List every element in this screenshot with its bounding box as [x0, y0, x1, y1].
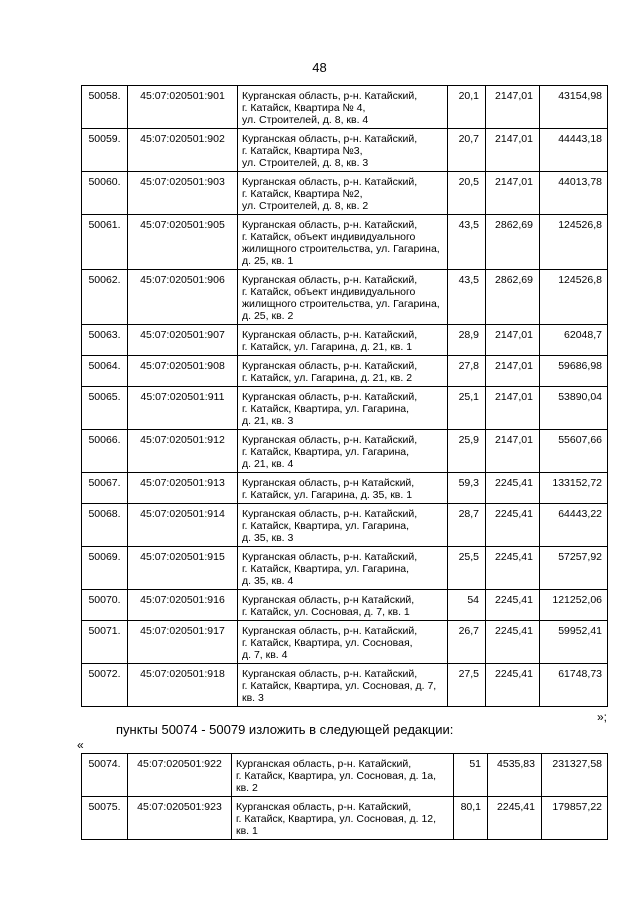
address-cell: [238, 129, 448, 172]
rate-cell: 2147,01: [486, 356, 540, 387]
address-line: г. Катайск, ул. Сосновая, д. 7, кв. 1: [242, 606, 410, 618]
cadastral-number-cell: 45:07:020501:902: [128, 129, 238, 172]
row-number-cell: 50059.: [82, 129, 128, 172]
table-row: [82, 754, 608, 797]
cadastral-number-cell: 45:07:020501:911: [128, 387, 238, 430]
cadastral-value-cell: 121252,06: [540, 590, 608, 621]
cadastral-value-cell: 44443,18: [540, 129, 608, 172]
address-line: Курганская область, р-н. Катайский,: [242, 219, 418, 231]
rate-cell: 2147,01: [486, 129, 540, 172]
table-row: [82, 664, 608, 707]
row-number-cell: 50072.: [82, 664, 128, 707]
area-cell: 54: [448, 590, 486, 621]
cadastral-number-cell: 45:07:020501:901: [128, 86, 238, 129]
rate-cell: 4535,83: [488, 754, 542, 797]
cadastral-value-cell: 59686,98: [540, 356, 608, 387]
rate-cell: 2147,01: [486, 172, 540, 215]
address-line: г. Катайск, Квартира №2,: [242, 188, 363, 200]
address-line: Курганская область, р-н. Катайский,: [242, 391, 418, 403]
cadastral-value-cell: 124526,8: [540, 270, 608, 325]
row-number-cell: 50067.: [82, 473, 128, 504]
table-row: [82, 172, 608, 215]
address-line: Курганская область, р-н. Катайский,: [242, 274, 418, 286]
cadastral-value-cell: 44013,78: [540, 172, 608, 215]
address-line: г. Катайск, Квартира, ул. Сосновая,: [242, 637, 413, 649]
cadastral-value-cell: 231327,58: [542, 754, 608, 797]
address-line: г. Катайск, Квартира, ул. Гагарина,: [242, 446, 410, 458]
cadastral-value-cell: 64443,22: [540, 504, 608, 547]
rate-cell: 2862,69: [486, 270, 540, 325]
cadastral-number-cell: 45:07:020501:915: [128, 547, 238, 590]
address-line: Курганская область, р-н. Катайский,: [242, 176, 418, 188]
row-number-cell: 50066.: [82, 430, 128, 473]
area-cell: 25,1: [448, 387, 486, 430]
area-cell: 80,1: [454, 797, 488, 840]
address-cell: [238, 473, 448, 504]
area-cell: 51: [454, 754, 488, 797]
row-number-cell: 50075.: [82, 797, 128, 840]
row-number-cell: 50068.: [82, 504, 128, 547]
address-line: г. Катайск, Квартира, ул. Гагарина,: [242, 403, 410, 415]
table-row: [82, 797, 608, 840]
rate-cell: 2147,01: [486, 325, 540, 356]
table-row: [82, 270, 608, 325]
address-line: Курганская область, р-н. Катайский,: [242, 625, 418, 637]
address-line: д. 25, кв. 1: [242, 255, 294, 267]
cadastral-number-cell: 45:07:020501:916: [128, 590, 238, 621]
address-line: Курганская область, р-н Катайский,: [242, 594, 415, 606]
row-number-cell: 50060.: [82, 172, 128, 215]
row-number-cell: 50063.: [82, 325, 128, 356]
address-line: г. Катайск, ул. Гагарина, д. 21, кв. 2: [242, 372, 413, 384]
area-cell: 25,9: [448, 430, 486, 473]
address-line: г. Катайск, Квартира, ул. Гагарина,: [242, 563, 410, 575]
row-number-cell: 50062.: [82, 270, 128, 325]
cadastral-value-cell: 133152,72: [540, 473, 608, 504]
cadastral-number-cell: 45:07:020501:906: [128, 270, 238, 325]
cadastral-value-cell: 62048,7: [540, 325, 608, 356]
cadastral-number-cell: 45:07:020501:923: [128, 797, 232, 840]
rate-cell: 2245,41: [486, 547, 540, 590]
cadastral-number-cell: 45:07:020501:908: [128, 356, 238, 387]
address-cell: [238, 590, 448, 621]
address-line: д. 35, кв. 4: [242, 575, 294, 587]
table-row: [82, 387, 608, 430]
table-row: [82, 129, 608, 172]
address-cell: [238, 621, 448, 664]
address-line: г. Катайск, ул. Гагарина, д. 35, кв. 1: [242, 489, 413, 501]
area-cell: 28,7: [448, 504, 486, 547]
address-line: Курганская область, р-н. Катайский,: [242, 360, 418, 372]
cadastral-value-cell: 124526,8: [540, 215, 608, 270]
rate-cell: 2245,41: [486, 664, 540, 707]
cadastral-value-cell: 43154,98: [540, 86, 608, 129]
cadastral-number-cell: 45:07:020501:903: [128, 172, 238, 215]
address-line: Курганская область, р-н. Катайский,: [242, 434, 418, 446]
address-line: Курганская область, р-н. Катайский,: [242, 329, 418, 341]
address-line: кв. 2: [236, 782, 258, 794]
table-row: [82, 473, 608, 504]
row-number-cell: 50058.: [82, 86, 128, 129]
cadastral-value-cell: 59952,41: [540, 621, 608, 664]
table-row: [82, 590, 608, 621]
rate-cell: 2147,01: [486, 86, 540, 129]
address-line: г. Катайск, Квартира, ул. Гагарина,: [242, 520, 410, 532]
table-row: [82, 356, 608, 387]
area-cell: 25,5: [448, 547, 486, 590]
rate-cell: 2147,01: [486, 387, 540, 430]
amendment-paragraph: пункты 50074 - 50079 изложить в следующей редакции:: [116, 722, 454, 737]
table-row: [82, 325, 608, 356]
row-number-cell: 50070.: [82, 590, 128, 621]
cadastral-number-cell: 45:07:020501:922: [128, 754, 232, 797]
rate-cell: 2245,41: [486, 590, 540, 621]
address-cell: [232, 797, 454, 840]
address-line: Курганская область, р-н. Катайский,: [236, 758, 412, 770]
cadastral-value-cell: 179857,22: [542, 797, 608, 840]
rate-cell: 2245,41: [486, 473, 540, 504]
rate-cell: 2245,41: [486, 621, 540, 664]
area-cell: 20,7: [448, 129, 486, 172]
area-cell: 59,3: [448, 473, 486, 504]
address-line: г. Катайск, Квартира, ул. Сосновая, д. 12,: [236, 813, 437, 825]
cadastral-number-cell: 45:07:020501:905: [128, 215, 238, 270]
address-cell: [238, 325, 448, 356]
row-number-cell: 50064.: [82, 356, 128, 387]
rate-cell: 2245,41: [488, 797, 542, 840]
address-line: жилищного строительства, ул. Гагарина,: [242, 298, 440, 310]
page-number: 48: [312, 60, 327, 75]
cadastral-number-cell: 45:07:020501:913: [128, 473, 238, 504]
rate-cell: 2147,01: [486, 430, 540, 473]
address-line: Курганская область, р-н. Катайский,: [242, 90, 418, 102]
row-number-cell: 50069.: [82, 547, 128, 590]
rate-cell: 2245,41: [486, 504, 540, 547]
cadastral-value-cell: 61748,73: [540, 664, 608, 707]
cadastral-number-cell: 45:07:020501:917: [128, 621, 238, 664]
address-cell: [238, 270, 448, 325]
address-line: д. 25, кв. 2: [242, 310, 294, 322]
area-cell: 20,5: [448, 172, 486, 215]
cadastral-number-cell: 45:07:020501:912: [128, 430, 238, 473]
opening-quote: «: [77, 738, 84, 752]
table-row: [82, 621, 608, 664]
address-line: ул. Строителей, д. 8, кв. 4: [242, 114, 369, 126]
address-cell: [238, 86, 448, 129]
address-cell: [238, 664, 448, 707]
address-line: г. Катайск, Квартира, ул. Сосновая, д. 1а,: [236, 770, 437, 782]
address-line: ул. Строителей, д. 8, кв. 3: [242, 157, 369, 169]
row-number-cell: 50071.: [82, 621, 128, 664]
table-row: [82, 547, 608, 590]
cadastral-value-cell: 55607,66: [540, 430, 608, 473]
address-line: г. Катайск, объект индивидуального: [242, 231, 416, 243]
registry-table-amended: [81, 753, 608, 840]
address-cell: [238, 547, 448, 590]
address-line: г. Катайск, Квартира, ул. Сосновая, д. 7,: [242, 680, 437, 692]
address-cell: [238, 172, 448, 215]
cadastral-number-cell: 45:07:020501:907: [128, 325, 238, 356]
address-line: жилищного строительства, ул. Гагарина,: [242, 243, 440, 255]
cadastral-value-cell: 53890,04: [540, 387, 608, 430]
closing-quote: »;: [597, 710, 608, 724]
address-line: Курганская область, р-н. Катайский,: [242, 508, 418, 520]
address-line: д. 21, кв. 4: [242, 458, 294, 470]
area-cell: 43,5: [448, 215, 486, 270]
address-line: Курганская область, р-н Катайский,: [242, 477, 415, 489]
area-cell: 43,5: [448, 270, 486, 325]
row-number-cell: 50074.: [82, 754, 128, 797]
address-line: Курганская область, р-н. Катайский,: [242, 133, 418, 145]
address-line: г. Катайск, Квартира №3,: [242, 145, 363, 157]
address-line: д. 7, кв. 4: [242, 649, 288, 661]
area-cell: 28,9: [448, 325, 486, 356]
address-line: Курганская область, р-н. Катайский,: [242, 551, 418, 563]
address-line: кв. 3: [242, 692, 264, 704]
table-row: [82, 430, 608, 473]
address-line: Курганская область, р-н. Катайский,: [242, 668, 418, 680]
address-line: д. 35, кв. 3: [242, 532, 294, 544]
address-line: ул. Строителей, д. 8, кв. 2: [242, 200, 369, 212]
registry-table: [81, 85, 608, 707]
address-cell: [238, 356, 448, 387]
cadastral-number-cell: 45:07:020501:918: [128, 664, 238, 707]
address-cell: [238, 215, 448, 270]
area-cell: 27,8: [448, 356, 486, 387]
address-cell: [238, 430, 448, 473]
address-cell: [238, 387, 448, 430]
cadastral-number-cell: 45:07:020501:914: [128, 504, 238, 547]
address-line: г. Катайск, Квартира № 4,: [242, 102, 366, 114]
address-line: г. Катайск, ул. Гагарина, д. 21, кв. 1: [242, 341, 413, 353]
address-cell: [232, 754, 454, 797]
cadastral-value-cell: 57257,92: [540, 547, 608, 590]
row-number-cell: 50061.: [82, 215, 128, 270]
area-cell: 20,1: [448, 86, 486, 129]
address-line: кв. 1: [236, 825, 258, 837]
address-cell: [238, 504, 448, 547]
area-cell: 26,7: [448, 621, 486, 664]
table-row: [82, 504, 608, 547]
address-line: г. Катайск, объект индивидуального: [242, 286, 416, 298]
row-number-cell: 50065.: [82, 387, 128, 430]
table-row: [82, 86, 608, 129]
address-line: д. 21, кв. 3: [242, 415, 294, 427]
area-cell: 27,5: [448, 664, 486, 707]
table-row: [82, 215, 608, 270]
rate-cell: 2862,69: [486, 215, 540, 270]
address-line: Курганская область, р-н. Катайский,: [236, 801, 412, 813]
